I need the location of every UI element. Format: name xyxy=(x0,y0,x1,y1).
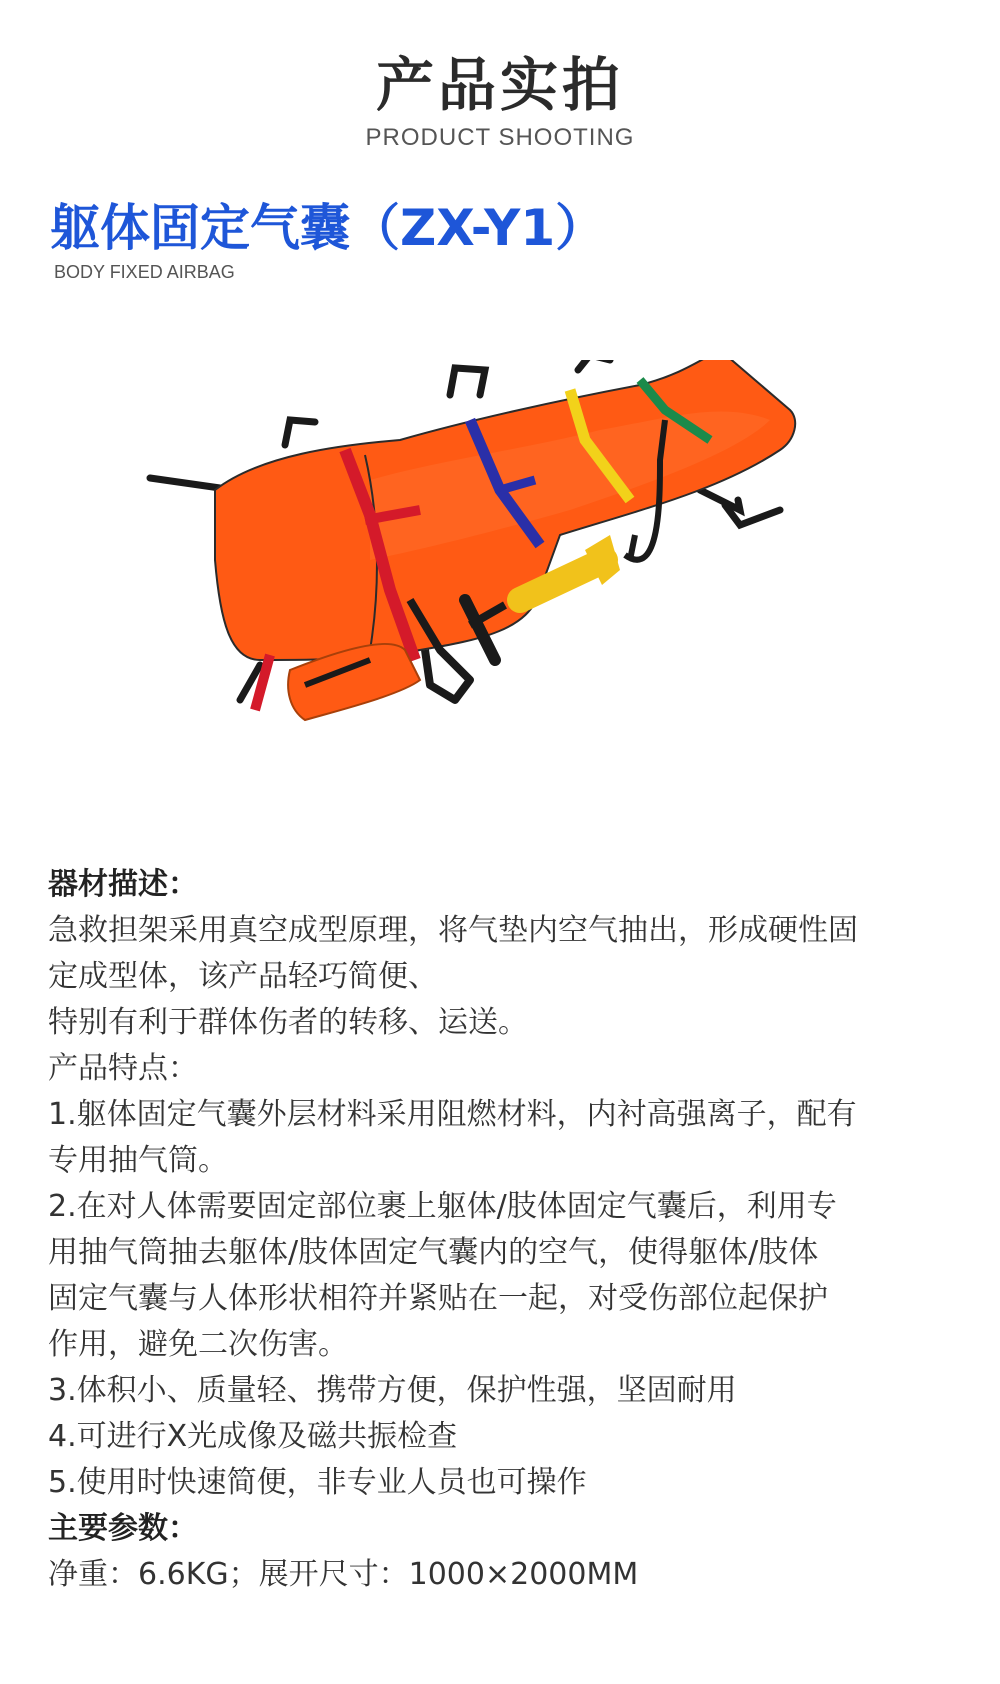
feature-line: 3.体积小、质量轻、携带方便，保护性强，坚固耐用 xyxy=(48,1373,737,1408)
product-description xyxy=(48,862,958,1598)
feature-line: 1.躯体固定气囊外层材料采用阻燃材料，内衬高强离子，配有 xyxy=(48,1097,857,1132)
description-line: 特别有利于群体伤者的转移、运送。 xyxy=(48,1005,528,1040)
feature-line: 用抽气筒抽去躯体/肢体固定气囊内的空气，使得躯体/肢体 xyxy=(48,1235,819,1270)
product-photo xyxy=(140,360,860,800)
section-heading-params: 主要参数： xyxy=(48,1511,198,1546)
section-header xyxy=(0,50,1000,152)
param-line: 净重：6.6KG；展开尺寸：1000×2000MM xyxy=(48,1557,639,1592)
product-title: 躯体固定气囊（ZX-Y1） xyxy=(50,199,606,257)
description-line: 定成型体，该产品轻巧简便、 xyxy=(48,959,438,994)
feature-line: 作用，避免二次伤害。 xyxy=(48,1327,348,1362)
description-line: 急救担架采用真空成型原理，将气垫内空气抽出，形成硬性固 xyxy=(48,913,858,948)
section-title: 产品实拍 xyxy=(375,51,624,119)
feature-line: 固定气囊与人体形状相符并紧贴在一起，对受伤部位起保护 xyxy=(48,1281,828,1316)
feature-line: 专用抽气筒。 xyxy=(48,1143,228,1178)
section-heading-features: 产品特点： xyxy=(48,1051,198,1086)
product-subtitle: BODY FIXED AIRBAG xyxy=(54,262,235,282)
feature-line: 2.在对人体需要固定部位裹上躯体/肢体固定气囊后，利用专 xyxy=(48,1189,837,1224)
feature-line: 4.可进行X光成像及磁共振检查 xyxy=(48,1419,458,1454)
section-heading-materials: 器材描述： xyxy=(48,867,198,902)
section-subtitle: PRODUCT SHOOTING xyxy=(365,124,635,151)
feature-line: 5.使用时快速简便，非专业人员也可操作 xyxy=(48,1465,587,1500)
